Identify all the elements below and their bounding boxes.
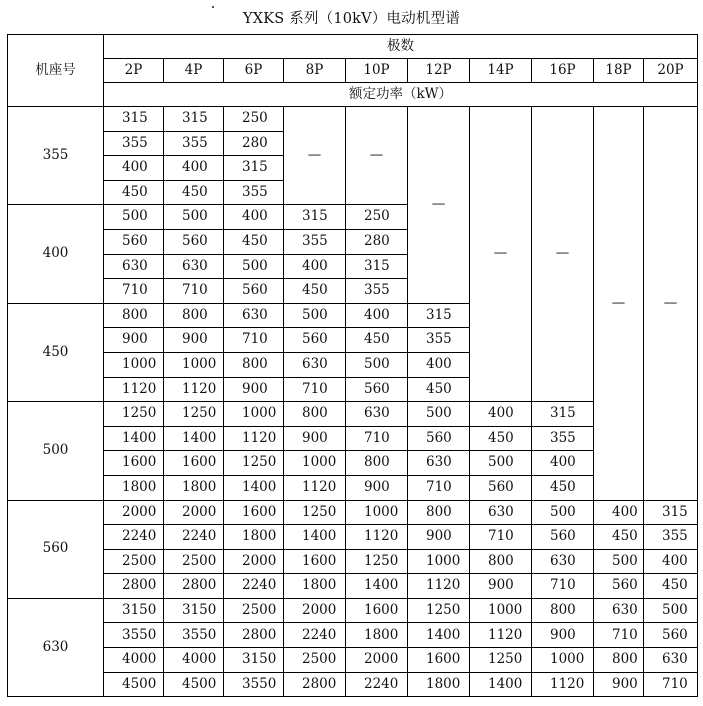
power-value-cell: 1000 <box>532 648 594 673</box>
poles-header: 极数 <box>104 35 698 59</box>
power-value-cell: 1120 <box>532 672 594 697</box>
power-value-cell: 2800 <box>164 574 224 599</box>
power-value-cell: 500 <box>104 205 164 230</box>
power-value-cell: 450 <box>408 377 470 402</box>
power-value-cell: 2000 <box>224 549 284 574</box>
power-value-cell: 1120 <box>470 623 532 648</box>
power-value-cell: 1000 <box>104 352 164 377</box>
dash-mark: — <box>555 245 570 262</box>
power-value-cell: 400 <box>594 500 644 525</box>
power-value-cell: 355 <box>104 131 164 156</box>
table-row <box>8 672 698 697</box>
power-value-cell: 1800 <box>224 525 284 550</box>
power-value-cell: 1120 <box>408 574 470 599</box>
power-value-cell: 400 <box>284 254 346 279</box>
table-row <box>8 525 698 550</box>
power-value-cell: 2240 <box>104 525 164 550</box>
table-row <box>8 500 698 525</box>
power-value-cell: 315 <box>104 107 164 132</box>
power-value-cell: 800 <box>470 549 532 574</box>
power-value-cell: 1600 <box>408 648 470 673</box>
power-value-cell: 710 <box>224 328 284 353</box>
power-value-cell: 2500 <box>104 549 164 574</box>
pole-header-4p: 4P <box>164 59 224 83</box>
power-value-cell: 900 <box>224 377 284 402</box>
frame-size-header: 机座号 <box>8 35 104 107</box>
power-value-cell: 630 <box>644 648 698 673</box>
power-value-cell: 315 <box>346 254 408 279</box>
power-value-cell: 2240 <box>224 574 284 599</box>
power-value-cell: 560 <box>532 525 594 550</box>
power-value-cell: 4000 <box>164 648 224 673</box>
power-value-cell: 315 <box>224 156 284 181</box>
power-value-cell: 1400 <box>408 623 470 648</box>
power-value-cell: 800 <box>532 598 594 623</box>
power-value-cell: 2240 <box>284 623 346 648</box>
power-value-cell: 4500 <box>164 672 224 697</box>
power-value-cell: 2000 <box>346 648 408 673</box>
dash-mark: — <box>611 294 626 311</box>
power-value-cell: 1400 <box>164 426 224 451</box>
power-value-cell: 630 <box>408 451 470 476</box>
power-value-cell: 450 <box>104 180 164 205</box>
power-value-cell: 4000 <box>104 648 164 673</box>
power-value-cell: 450 <box>594 525 644 550</box>
page-title: YXKS 系列（10kV）电动机型谱 <box>242 11 461 27</box>
power-value-cell: 280 <box>346 229 408 254</box>
power-value-cell: 400 <box>408 352 470 377</box>
power-value-cell: 1800 <box>104 475 164 500</box>
power-value-cell: 355 <box>284 229 346 254</box>
power-value-cell: 2500 <box>224 598 284 623</box>
power-value-cell: 630 <box>224 303 284 328</box>
power-value-cell: 1400 <box>346 574 408 599</box>
power-value-cell: 2500 <box>164 549 224 574</box>
pole-header-12p: 12P <box>408 59 470 83</box>
power-value-cell: 500 <box>284 303 346 328</box>
power-value-cell: 710 <box>470 525 532 550</box>
power-value-cell: 500 <box>644 598 698 623</box>
power-value-cell: 900 <box>104 328 164 353</box>
power-value-cell: 450 <box>470 426 532 451</box>
power-value-cell: 250 <box>346 205 408 230</box>
power-value-cell: 250 <box>224 107 284 132</box>
power-value-cell: 900 <box>408 525 470 550</box>
power-value-cell: 1600 <box>224 500 284 525</box>
pole-header-8p: 8P <box>284 59 346 83</box>
power-value-cell: 500 <box>346 352 408 377</box>
power-value-cell: 450 <box>346 328 408 353</box>
power-value-cell: 3150 <box>224 648 284 673</box>
power-value-cell: 560 <box>408 426 470 451</box>
power-value-cell: 630 <box>284 352 346 377</box>
power-value-cell: 2800 <box>224 623 284 648</box>
power-value-cell: 355 <box>164 131 224 156</box>
power-value-cell: 2240 <box>164 525 224 550</box>
frame-size-cell: 500 <box>8 402 104 500</box>
power-value-cell: 500 <box>532 500 594 525</box>
table-row <box>8 107 698 132</box>
power-value-cell: 710 <box>164 279 224 304</box>
power-value-cell: 1600 <box>346 598 408 623</box>
power-value-cell: 1800 <box>284 574 346 599</box>
frame-size-cell: 560 <box>8 500 104 598</box>
power-value-cell: 1800 <box>164 475 224 500</box>
power-value-cell: 1120 <box>224 426 284 451</box>
power-value-cell: 800 <box>408 500 470 525</box>
power-value-cell: 1600 <box>284 549 346 574</box>
power-value-cell: 1000 <box>470 598 532 623</box>
power-value-cell: 2800 <box>104 574 164 599</box>
pole-header-16p: 16P <box>532 59 594 83</box>
power-value-cell: 1120 <box>164 377 224 402</box>
power-value-cell: 4500 <box>104 672 164 697</box>
power-value-cell: 2000 <box>104 500 164 525</box>
power-value-cell: 710 <box>346 426 408 451</box>
rated-power-header: 额定功率（kW） <box>104 83 698 107</box>
power-value-cell: 450 <box>224 229 284 254</box>
table-row <box>8 623 698 648</box>
power-value-cell: 1250 <box>408 598 470 623</box>
power-value-cell: 400 <box>104 156 164 181</box>
power-value-cell: 630 <box>594 598 644 623</box>
frame-size-cell: 355 <box>8 107 104 205</box>
power-value-cell: 1400 <box>284 525 346 550</box>
power-value-cell: 400 <box>644 549 698 574</box>
power-value-cell: 800 <box>594 648 644 673</box>
power-value-cell: 450 <box>644 574 698 599</box>
power-value-cell: 1800 <box>408 672 470 697</box>
power-value-cell: 3550 <box>164 623 224 648</box>
dash-mark: — <box>307 146 322 163</box>
power-value-cell: 3150 <box>104 598 164 623</box>
pole-header-18p: 18P <box>594 59 644 83</box>
power-value-cell: 710 <box>408 475 470 500</box>
empty-dash-cell <box>470 107 532 402</box>
power-value-cell: 1250 <box>470 648 532 673</box>
power-value-cell: 355 <box>224 180 284 205</box>
empty-dash-cell <box>594 107 644 501</box>
power-value-cell: 560 <box>594 574 644 599</box>
power-value-cell: 1600 <box>164 451 224 476</box>
power-value-cell: 3150 <box>164 598 224 623</box>
pole-header-14p: 14P <box>470 59 532 83</box>
power-value-cell: 560 <box>644 623 698 648</box>
power-value-cell: 1000 <box>224 402 284 427</box>
power-value-cell: 900 <box>594 672 644 697</box>
power-value-cell: 560 <box>164 229 224 254</box>
power-value-cell: 315 <box>644 500 698 525</box>
power-value-cell: 500 <box>470 451 532 476</box>
power-value-cell: 2500 <box>284 648 346 673</box>
power-value-cell: 560 <box>470 475 532 500</box>
power-value-cell: 315 <box>164 107 224 132</box>
power-value-cell: 450 <box>164 180 224 205</box>
power-value-cell: 630 <box>104 254 164 279</box>
power-value-cell: 560 <box>346 377 408 402</box>
power-value-cell: 900 <box>346 475 408 500</box>
power-value-cell: 2800 <box>284 672 346 697</box>
motor-range-table <box>7 34 698 697</box>
frame-size-cell: 630 <box>8 598 104 696</box>
power-value-cell: 900 <box>470 574 532 599</box>
pole-header-10p: 10P <box>346 59 408 83</box>
power-value-cell: 1400 <box>104 426 164 451</box>
empty-dash-cell <box>346 107 408 205</box>
empty-dash-cell <box>644 107 698 501</box>
power-value-cell: 400 <box>346 303 408 328</box>
power-value-cell: 400 <box>470 402 532 427</box>
frame-size-cell: 400 <box>8 205 104 303</box>
power-value-cell: 1400 <box>224 475 284 500</box>
power-value-cell: 710 <box>284 377 346 402</box>
power-value-cell: 2000 <box>164 500 224 525</box>
power-value-cell: 1250 <box>284 500 346 525</box>
dash-mark: — <box>493 245 508 262</box>
power-value-cell: 710 <box>594 623 644 648</box>
power-value-cell: 1000 <box>346 500 408 525</box>
table-row <box>8 598 698 623</box>
empty-dash-cell <box>284 107 346 205</box>
power-value-cell: 560 <box>224 279 284 304</box>
power-value-cell: 280 <box>224 131 284 156</box>
power-value-cell: 630 <box>532 549 594 574</box>
power-value-cell: 800 <box>346 451 408 476</box>
power-value-cell: 1250 <box>104 402 164 427</box>
power-value-cell: 400 <box>224 205 284 230</box>
power-value-cell: 355 <box>532 426 594 451</box>
power-value-cell: 450 <box>532 475 594 500</box>
power-value-cell: 355 <box>346 279 408 304</box>
power-value-cell: 900 <box>532 623 594 648</box>
power-value-cell: 560 <box>104 229 164 254</box>
power-value-cell: 630 <box>164 254 224 279</box>
power-value-cell: 1120 <box>346 525 408 550</box>
pole-header-2p: 2P <box>104 59 164 83</box>
power-value-cell: 800 <box>104 303 164 328</box>
power-value-cell: 2240 <box>346 672 408 697</box>
power-value-cell: 630 <box>346 402 408 427</box>
power-value-cell: 450 <box>284 279 346 304</box>
frame-size-cell: 450 <box>8 303 104 401</box>
pole-header-6p: 6P <box>224 59 284 83</box>
power-value-cell: 2000 <box>284 598 346 623</box>
power-value-cell: 315 <box>532 402 594 427</box>
power-value-cell: 1000 <box>408 549 470 574</box>
power-value-cell: 400 <box>532 451 594 476</box>
power-value-cell: 900 <box>284 426 346 451</box>
power-value-cell: 1250 <box>346 549 408 574</box>
dash-mark: — <box>663 294 678 311</box>
table-row <box>8 549 698 574</box>
power-value-cell: 1120 <box>284 475 346 500</box>
power-value-cell: 1000 <box>164 352 224 377</box>
power-value-cell: 500 <box>594 549 644 574</box>
power-value-cell: 1000 <box>284 451 346 476</box>
power-value-cell: 1250 <box>224 451 284 476</box>
power-value-cell: 710 <box>532 574 594 599</box>
power-value-cell: 315 <box>284 205 346 230</box>
power-value-cell: 1800 <box>346 623 408 648</box>
table-row <box>8 574 698 599</box>
power-value-cell: 900 <box>164 328 224 353</box>
power-value-cell: 3550 <box>224 672 284 697</box>
power-value-cell: 1600 <box>104 451 164 476</box>
dash-mark: — <box>369 146 384 163</box>
power-value-cell: 1250 <box>164 402 224 427</box>
power-value-cell: 500 <box>408 402 470 427</box>
power-value-cell: 1400 <box>470 672 532 697</box>
power-value-cell: 710 <box>644 672 698 697</box>
power-value-cell: 400 <box>164 156 224 181</box>
power-value-cell: 500 <box>164 205 224 230</box>
power-value-cell: 630 <box>470 500 532 525</box>
power-value-cell: 355 <box>408 328 470 353</box>
power-value-cell: 315 <box>408 303 470 328</box>
power-value-cell: 800 <box>284 402 346 427</box>
power-value-cell: 800 <box>164 303 224 328</box>
power-value-cell: 355 <box>644 525 698 550</box>
power-value-cell: 560 <box>284 328 346 353</box>
empty-dash-cell <box>532 107 594 402</box>
dash-mark: — <box>431 196 446 213</box>
power-value-cell: 3550 <box>104 623 164 648</box>
pole-header-20p: 20P <box>644 59 698 83</box>
empty-dash-cell <box>408 107 470 304</box>
table-row <box>8 648 698 673</box>
power-value-cell: 1120 <box>104 377 164 402</box>
power-value-cell: 500 <box>224 254 284 279</box>
power-value-cell: 800 <box>224 352 284 377</box>
power-value-cell: 710 <box>104 279 164 304</box>
